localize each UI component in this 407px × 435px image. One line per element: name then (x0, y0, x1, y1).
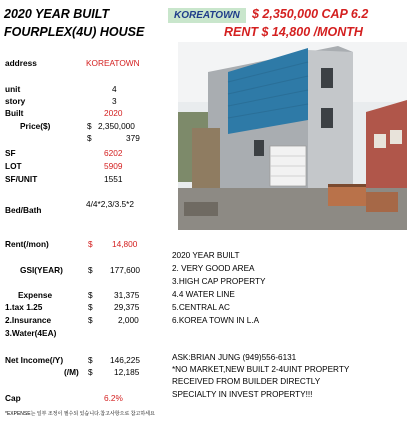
gsi-currency: $ (88, 265, 93, 275)
rent-value: 14,800 (112, 239, 138, 249)
address-label: address (5, 58, 37, 68)
tax-value: 29,375 (114, 302, 140, 312)
net-income-month-currency: $ (88, 367, 93, 377)
tax-currency: $ (88, 302, 93, 312)
net-income-month-label: (/M) (64, 367, 79, 377)
specialty-line: SPECIALTY IN INVEST PROPERTY!!! (172, 390, 313, 399)
expense-currency: $ (88, 290, 93, 300)
gsi-label: GSI(YEAR) (20, 265, 63, 275)
address-value: KOREATOWN (86, 58, 140, 68)
net-income-value: 146,225 (110, 355, 140, 365)
built-label: Built (5, 108, 24, 118)
net-income-currency: $ (88, 355, 93, 365)
contact-line: ASK:BRIAN JUNG (949)556-6131 (172, 353, 297, 362)
lot-label: LOT (5, 161, 22, 171)
sf-label: SF (5, 148, 16, 158)
price-label: Price($) (20, 121, 51, 131)
story-value: 3 (112, 96, 117, 106)
feature-item: 4.4 WATER LINE (172, 290, 235, 299)
location-badge: KOREATOWN (168, 8, 246, 23)
feature-item: 5.CENTRAL AC (172, 303, 230, 312)
unit-label: unit (5, 84, 21, 94)
bed-bath-value: 4/4*2,3/3.5*2 (86, 199, 134, 209)
feature-item: 3.HIGH CAP PROPERTY (172, 277, 266, 286)
tax-label: 1.tax 1.25 (5, 302, 43, 312)
building-photo (178, 42, 407, 230)
sf-per-unit-value: 1551 (104, 174, 123, 184)
story-label: story (5, 96, 26, 106)
disclaimer-line: *NO MARKET,NEW BUILT 2-4UINT PROPERTY (172, 365, 350, 374)
price-cap-line: $ 2,350,000 CAP 6.2 (252, 7, 369, 21)
bed-bath-label: Bed/Bath (5, 205, 42, 215)
gsi-value: 177,600 (110, 265, 140, 275)
unit-value: 4 (112, 84, 117, 94)
price-per-sf-value: 379 (126, 133, 140, 143)
sf-per-unit-label: SF/UNIT (5, 174, 38, 184)
insurance-value: 2,000 (118, 315, 139, 325)
feature-item: 2020 YEAR BUILT (172, 251, 240, 260)
built-value: 2020 (104, 108, 123, 118)
price-currency: $ (87, 121, 92, 131)
insurance-currency: $ (88, 315, 93, 325)
feature-item: 6.KOREA TOWN IN L.A (172, 316, 260, 325)
title-line-2: FOURPLEX(4U) HOUSE (4, 25, 145, 39)
rent-label: Rent(/mon) (5, 239, 49, 249)
net-income-month-value: 12,185 (114, 367, 140, 377)
insurance-label: 2.Insurance (5, 315, 52, 325)
water-label: 3.Water(4EA) (5, 328, 57, 338)
rent-currency: $ (88, 239, 93, 249)
net-income-label: Net Income(/Y) (5, 355, 64, 365)
cap-value: 6.2% (104, 393, 123, 403)
rent-line: RENT $ 14,800 /MONTH (224, 25, 363, 39)
expense-value: 31,375 (114, 290, 140, 300)
price-per-sf-currency: $ (87, 133, 92, 143)
footnote: *EXPENSE는 일부 조정이 필수되 있습니다.참고사항으로 참고하세요 (5, 411, 155, 417)
expense-label: Expense (18, 290, 53, 300)
disclaimer-line: RECEIVED FROM BUILDER DIRECTLY (172, 377, 321, 386)
sf-value: 6202 (104, 148, 123, 158)
feature-item: 2. VERY GOOD AREA (172, 264, 255, 273)
cap-label: Cap (5, 393, 21, 403)
lot-value: 5909 (104, 161, 123, 171)
price-value: 2,350,000 (98, 121, 135, 131)
title-line-1: 2020 YEAR BUILT (4, 7, 110, 21)
